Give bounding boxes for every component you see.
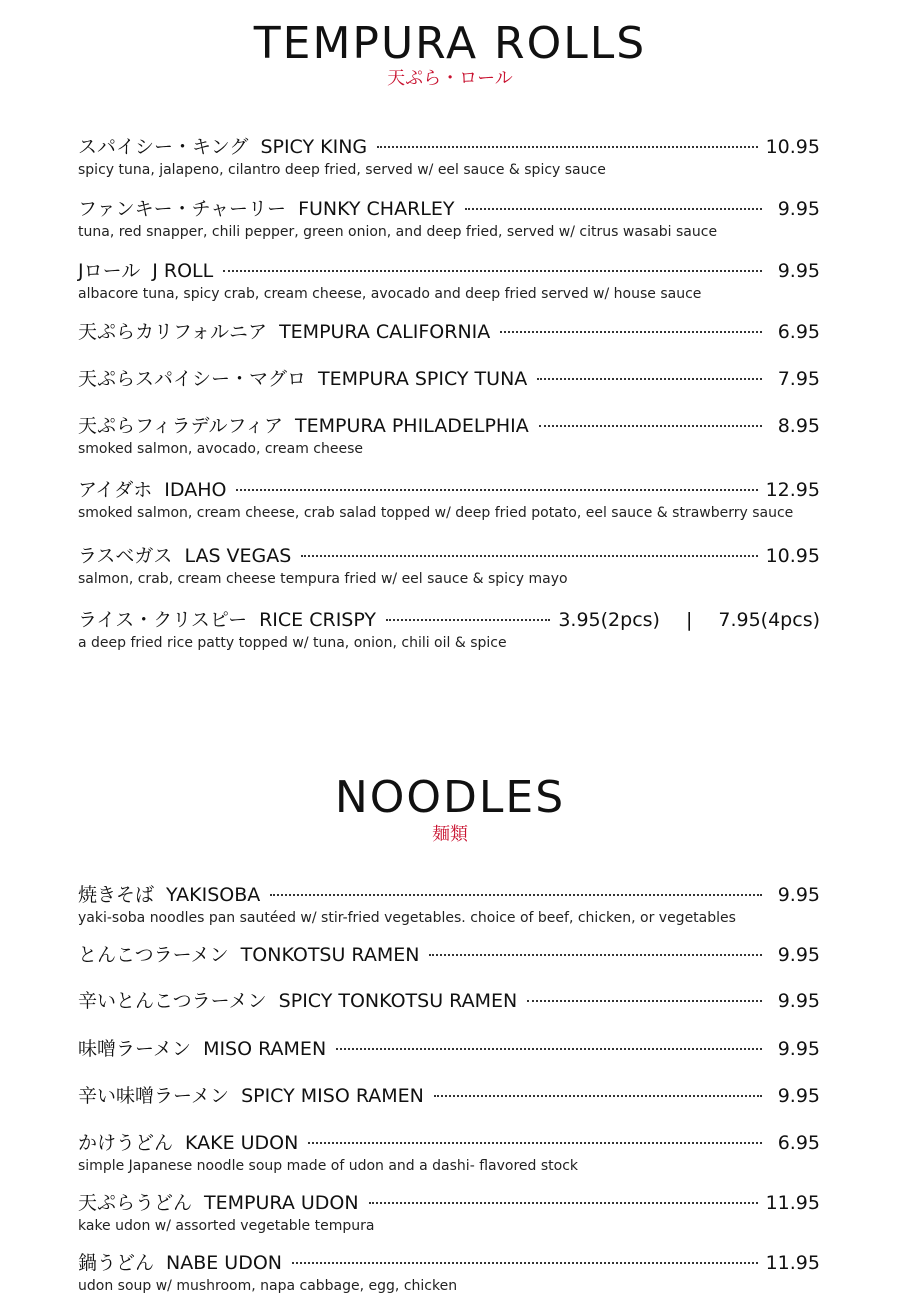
item-name-en: TONKOTSU RAMEN xyxy=(240,944,420,966)
item-price: 6.95 xyxy=(777,321,820,343)
price-separator: | xyxy=(685,609,693,631)
item-name-jp: 天ぷらうどん xyxy=(78,1192,193,1214)
item-price: 12.95 xyxy=(765,479,820,501)
dot-leader xyxy=(386,619,550,621)
dot-leader xyxy=(434,1095,762,1097)
tempura-rolls-subtitle: 天ぷら・ロール xyxy=(387,68,513,89)
item-price: 8.95 xyxy=(777,415,820,437)
menu-item-tonkotsu-ramen xyxy=(78,942,820,968)
menu-item-las-vegas xyxy=(78,543,820,589)
item-name-jp: 天ぷらフィラデルフィア xyxy=(78,415,284,437)
item-name-jp: 辛いとんこつラーメン xyxy=(78,990,267,1012)
item-name-jp: ラスベガス xyxy=(78,545,173,567)
dot-leader xyxy=(429,954,762,956)
menu-item-tempura-philadelphia xyxy=(78,413,820,459)
menu-item-yakisoba xyxy=(78,882,820,928)
item-price: 9.95 xyxy=(777,260,820,282)
item-price: 11.95 xyxy=(765,1192,820,1214)
item-name xyxy=(78,1250,282,1276)
item-name-jp: かけうどん xyxy=(78,1132,174,1154)
item-name xyxy=(78,607,376,633)
item-name-en: YAKISOBA xyxy=(166,884,261,906)
item-description: a deep fried rice patty topped w/ tuna, onion, chili oil & spice xyxy=(78,635,507,651)
item-price: 9.95 xyxy=(777,990,820,1012)
item-name xyxy=(78,1190,359,1216)
item-name-en: LAS VEGAS xyxy=(184,545,292,567)
item-name xyxy=(78,196,455,222)
dot-leader xyxy=(336,1048,762,1050)
item-name-jp: 鍋うどん xyxy=(78,1252,155,1274)
menu-item-tempura-california xyxy=(78,319,820,345)
item-price: 9.95 xyxy=(777,1038,820,1060)
item-description: albacore tuna, spicy crab, cream cheese, avocado and deep fried served w/ house sauce xyxy=(78,286,702,302)
item-name-jp: ファンキー・チャーリー xyxy=(78,198,287,220)
menu-item-kake-udon xyxy=(78,1130,820,1176)
item-name-jp: ライス・クリスピー xyxy=(78,609,248,631)
menu-item-miso-ramen xyxy=(78,1036,820,1062)
item-name xyxy=(78,543,291,569)
item-name-jp: とんこつラーメン xyxy=(78,944,229,966)
item-name xyxy=(78,366,527,392)
menu-item-nabe-udon xyxy=(78,1250,820,1296)
item-description: smoked salmon, avocado, cream cheese xyxy=(78,441,363,457)
dot-leader xyxy=(301,555,757,557)
item-name-jp: 焼きそば xyxy=(78,884,155,906)
item-price: 11.95 xyxy=(765,1252,820,1274)
item-name-jp: 辛い味噌ラーメン xyxy=(78,1085,230,1107)
item-name-en: IDAHO xyxy=(164,479,227,501)
item-price: 6.95 xyxy=(777,1132,820,1154)
item-price-2pcs: 3.95(2pcs) xyxy=(558,609,660,631)
item-description: salmon, crab, cream cheese tempura fried w/ eel sauce & spicy mayo xyxy=(78,571,568,587)
item-name xyxy=(78,477,226,503)
item-name xyxy=(78,882,260,908)
dot-leader xyxy=(223,270,762,272)
item-price: 9.95 xyxy=(777,944,820,966)
menu-item-idaho xyxy=(78,477,820,523)
item-price: 10.95 xyxy=(765,136,820,158)
item-name-jp: 味噌ラーメン xyxy=(78,1038,192,1060)
dot-leader xyxy=(500,331,762,333)
menu-item-spicy-king xyxy=(78,134,820,180)
menu-item-spicy-miso-ramen xyxy=(78,1083,820,1109)
noodles-title: NOODLES xyxy=(334,772,566,823)
menu-item-spicy-tonkotsu-ramen xyxy=(78,988,820,1014)
item-name-en: RICE CRISPY xyxy=(259,609,377,631)
dot-leader xyxy=(465,208,763,210)
item-name-jp: 天ぷらカリフォルニア xyxy=(78,321,268,343)
item-price: 7.95 xyxy=(777,368,820,390)
item-name-jp: Jロール xyxy=(78,260,141,282)
tempura-rolls-title: TEMPURA ROLLS xyxy=(253,18,647,69)
item-name-en: TEMPURA SPICY TUNA xyxy=(318,368,528,390)
dot-leader xyxy=(377,146,757,148)
item-name-en: TEMPURA CALIFORNIA xyxy=(279,321,491,343)
dot-leader xyxy=(236,489,757,491)
menu-item-tempura-udon xyxy=(78,1190,820,1236)
item-name xyxy=(78,988,517,1014)
dot-leader xyxy=(308,1142,762,1144)
menu-item-funky-charley xyxy=(78,196,820,242)
item-description: tuna, red snapper, chili pepper, green onion, and deep fried, served w/ citrus wasabi sauce xyxy=(78,224,718,240)
item-name-en: NABE UDON xyxy=(166,1252,283,1274)
dot-leader xyxy=(369,1202,758,1204)
menu-item-tempura-spicy-tuna xyxy=(78,366,820,392)
item-description: yaki-soba noodles pan sautéed w/ stir-fried vegetables. choice of beef, chicken, or vegetables xyxy=(78,910,736,926)
item-name xyxy=(78,413,529,439)
item-price: 9.95 xyxy=(777,884,820,906)
dot-leader xyxy=(292,1262,758,1264)
dot-leader xyxy=(537,378,762,380)
item-name-en: SPICY MISO RAMEN xyxy=(241,1085,424,1107)
item-description: simple Japanese noodle soup made of udon and a dashi- flavored stock xyxy=(78,1158,578,1174)
item-name-en: TEMPURA PHILADELPHIA xyxy=(295,415,529,437)
item-name xyxy=(78,942,419,968)
item-name xyxy=(78,1130,298,1156)
item-price xyxy=(558,607,820,633)
item-price: 10.95 xyxy=(765,545,820,567)
item-name-en: J ROLL xyxy=(152,260,214,282)
item-price: 9.95 xyxy=(777,1085,820,1107)
item-name-en: FUNKY CHARLEY xyxy=(298,198,455,220)
dot-leader xyxy=(539,425,762,427)
item-name-jp: 天ぷらスパイシー・マグロ xyxy=(78,368,307,390)
item-name-jp: アイダホ xyxy=(78,479,153,501)
item-name-en: KAKE UDON xyxy=(185,1132,299,1154)
item-name xyxy=(78,319,490,345)
item-name xyxy=(78,134,367,160)
dot-leader xyxy=(527,1000,762,1002)
item-price: 9.95 xyxy=(777,198,820,220)
item-name xyxy=(78,1036,326,1062)
item-name xyxy=(78,258,213,284)
item-name-en: MISO RAMEN xyxy=(203,1038,327,1060)
item-name xyxy=(78,1083,424,1109)
noodles-subtitle: 麺類 xyxy=(432,824,468,845)
item-name-en: SPICY KING xyxy=(260,136,368,158)
item-description: udon soup w/ mushroom, napa cabbage, egg, chicken xyxy=(78,1278,458,1294)
dot-leader xyxy=(270,894,762,896)
item-description: smoked salmon, cream cheese, crab salad topped w/ deep fried potato, eel sauce & strawberry sauce xyxy=(78,505,794,521)
item-price-4pcs: 7.95(4pcs) xyxy=(718,609,820,631)
menu-item-j-roll xyxy=(78,258,820,304)
item-name-en: SPICY TONKOTSU RAMEN xyxy=(278,990,518,1012)
menu-item-rice-crispy xyxy=(78,607,820,653)
item-description: kake udon w/ assorted vegetable tempura xyxy=(78,1218,375,1234)
item-name-en: TEMPURA UDON xyxy=(204,1192,359,1214)
item-description: spicy tuna, jalapeno, cilantro deep fried, served w/ eel sauce & spicy sauce xyxy=(78,162,606,178)
item-name-jp: スパイシー・キング xyxy=(78,136,249,158)
